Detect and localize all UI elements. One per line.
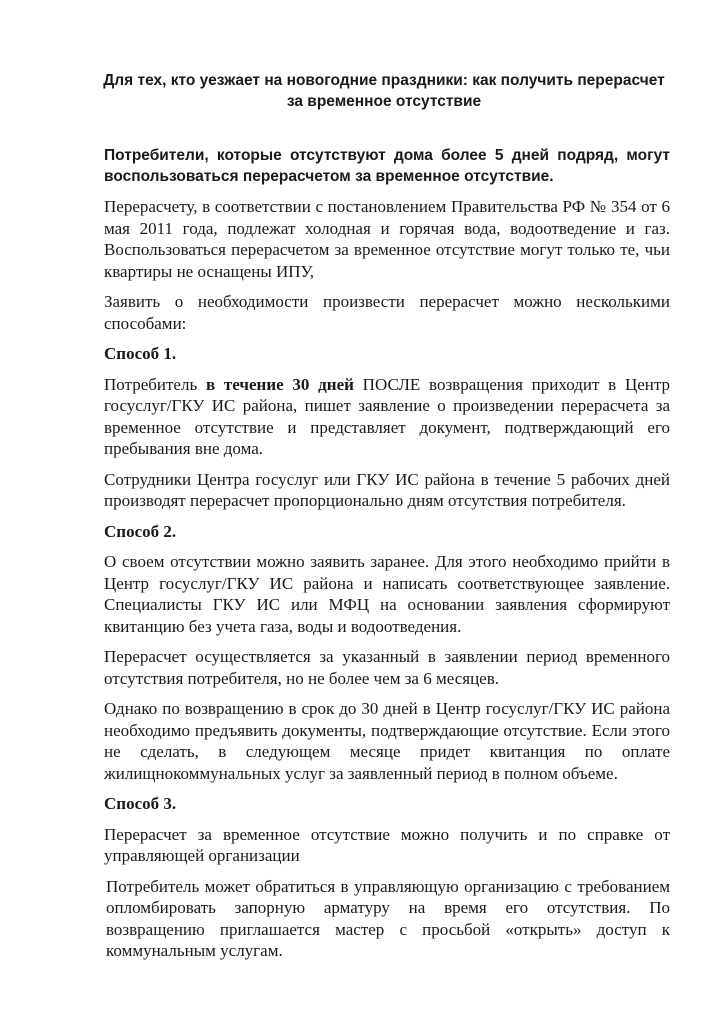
method-3-paragraph-2: Потребитель может обратиться в управляющую организацию с требованием опломбировать запорную арматуру на время его отсутствия. По возвращению приглашается мастер с просьбой «открыть» доступ к коммунальным услугам. (106, 876, 670, 960)
method-1-heading: Способ 1. (104, 344, 177, 363)
method-1-deadline: в течение 30 дней (205, 374, 354, 394)
method-2-paragraph-1: О своем отсутствии можно заявить заранее. Для этого необходимо прийти в Центр госуслуг/ГКУ ИС района и написать соответствующее заявление. Специалисты ГКУ ИС или МФЦ на основании заявления сформируют квитанцию без учета газа, воды и водоотведения. (104, 552, 670, 636)
intro-paragraph-2: Заявить о необходимости произвести перерасчет можно несколькими способами: (104, 292, 670, 333)
method-1-paragraph-1 (104, 374, 670, 460)
method-3-paragraph-1: Перерасчет за временное отсутствие можно получить и по справке от управляющей организации (104, 824, 670, 865)
method-2-paragraph-3: Однако по возвращению в срок до 30 дней в Центр госуслуг/ГКУ ИС района необходимо предъявить документы, подтверждающие отсутствие. Если этого не сделать, в следующем месяце придет квитанция по оплате жилищнокоммунальных услуг за заявленный период в полном объеме. (104, 699, 670, 783)
intro-paragraph-1: Перерасчету, в соответствии с постановлением Правительства РФ № 354 от 6 мая 2011 года, подлежат холодная и горячая вода, водоотведение и газ. Воспользоваться перерасчетом за временное отсутствие могут только те, чьи квартиры не оснащены ИПУ, (104, 197, 670, 281)
method-2-paragraph-2: Перерасчет осуществляется за указанный в заявлении период временного отсутствия потребителя, но не более чем за 6 месяцев. (104, 647, 670, 688)
lead-paragraph: Потребители, которые отсутствуют дома более 5 дней подряд, могут воспользоваться перерасчетом за временное отсутствие. (104, 147, 670, 185)
method-1-text-start: Потребитель (104, 374, 206, 394)
method-2-heading: Способ 2. (104, 521, 177, 541)
method-1-paragraph-2: Сотрудники Центра госуслуг или ГКУ ИС района в течение 5 рабочих дней производят перерасчет пропорционально дням отсутствия потребителя. (104, 469, 670, 510)
method-1-text-end: ПОСЛЕ возвращения приходит в Центр госуслуг/ГКУ ИС района, пишет заявление о произведении перерасчета за временное отсутствие и представляет документ, подтверждающий его пребывания вне дома. (104, 374, 670, 458)
document-title: Для тех, кто уезжает на новогодние праздники: как получить перерасчет за временное отсутствие (103, 72, 665, 110)
method-3-heading: Способ 3. (104, 794, 177, 813)
